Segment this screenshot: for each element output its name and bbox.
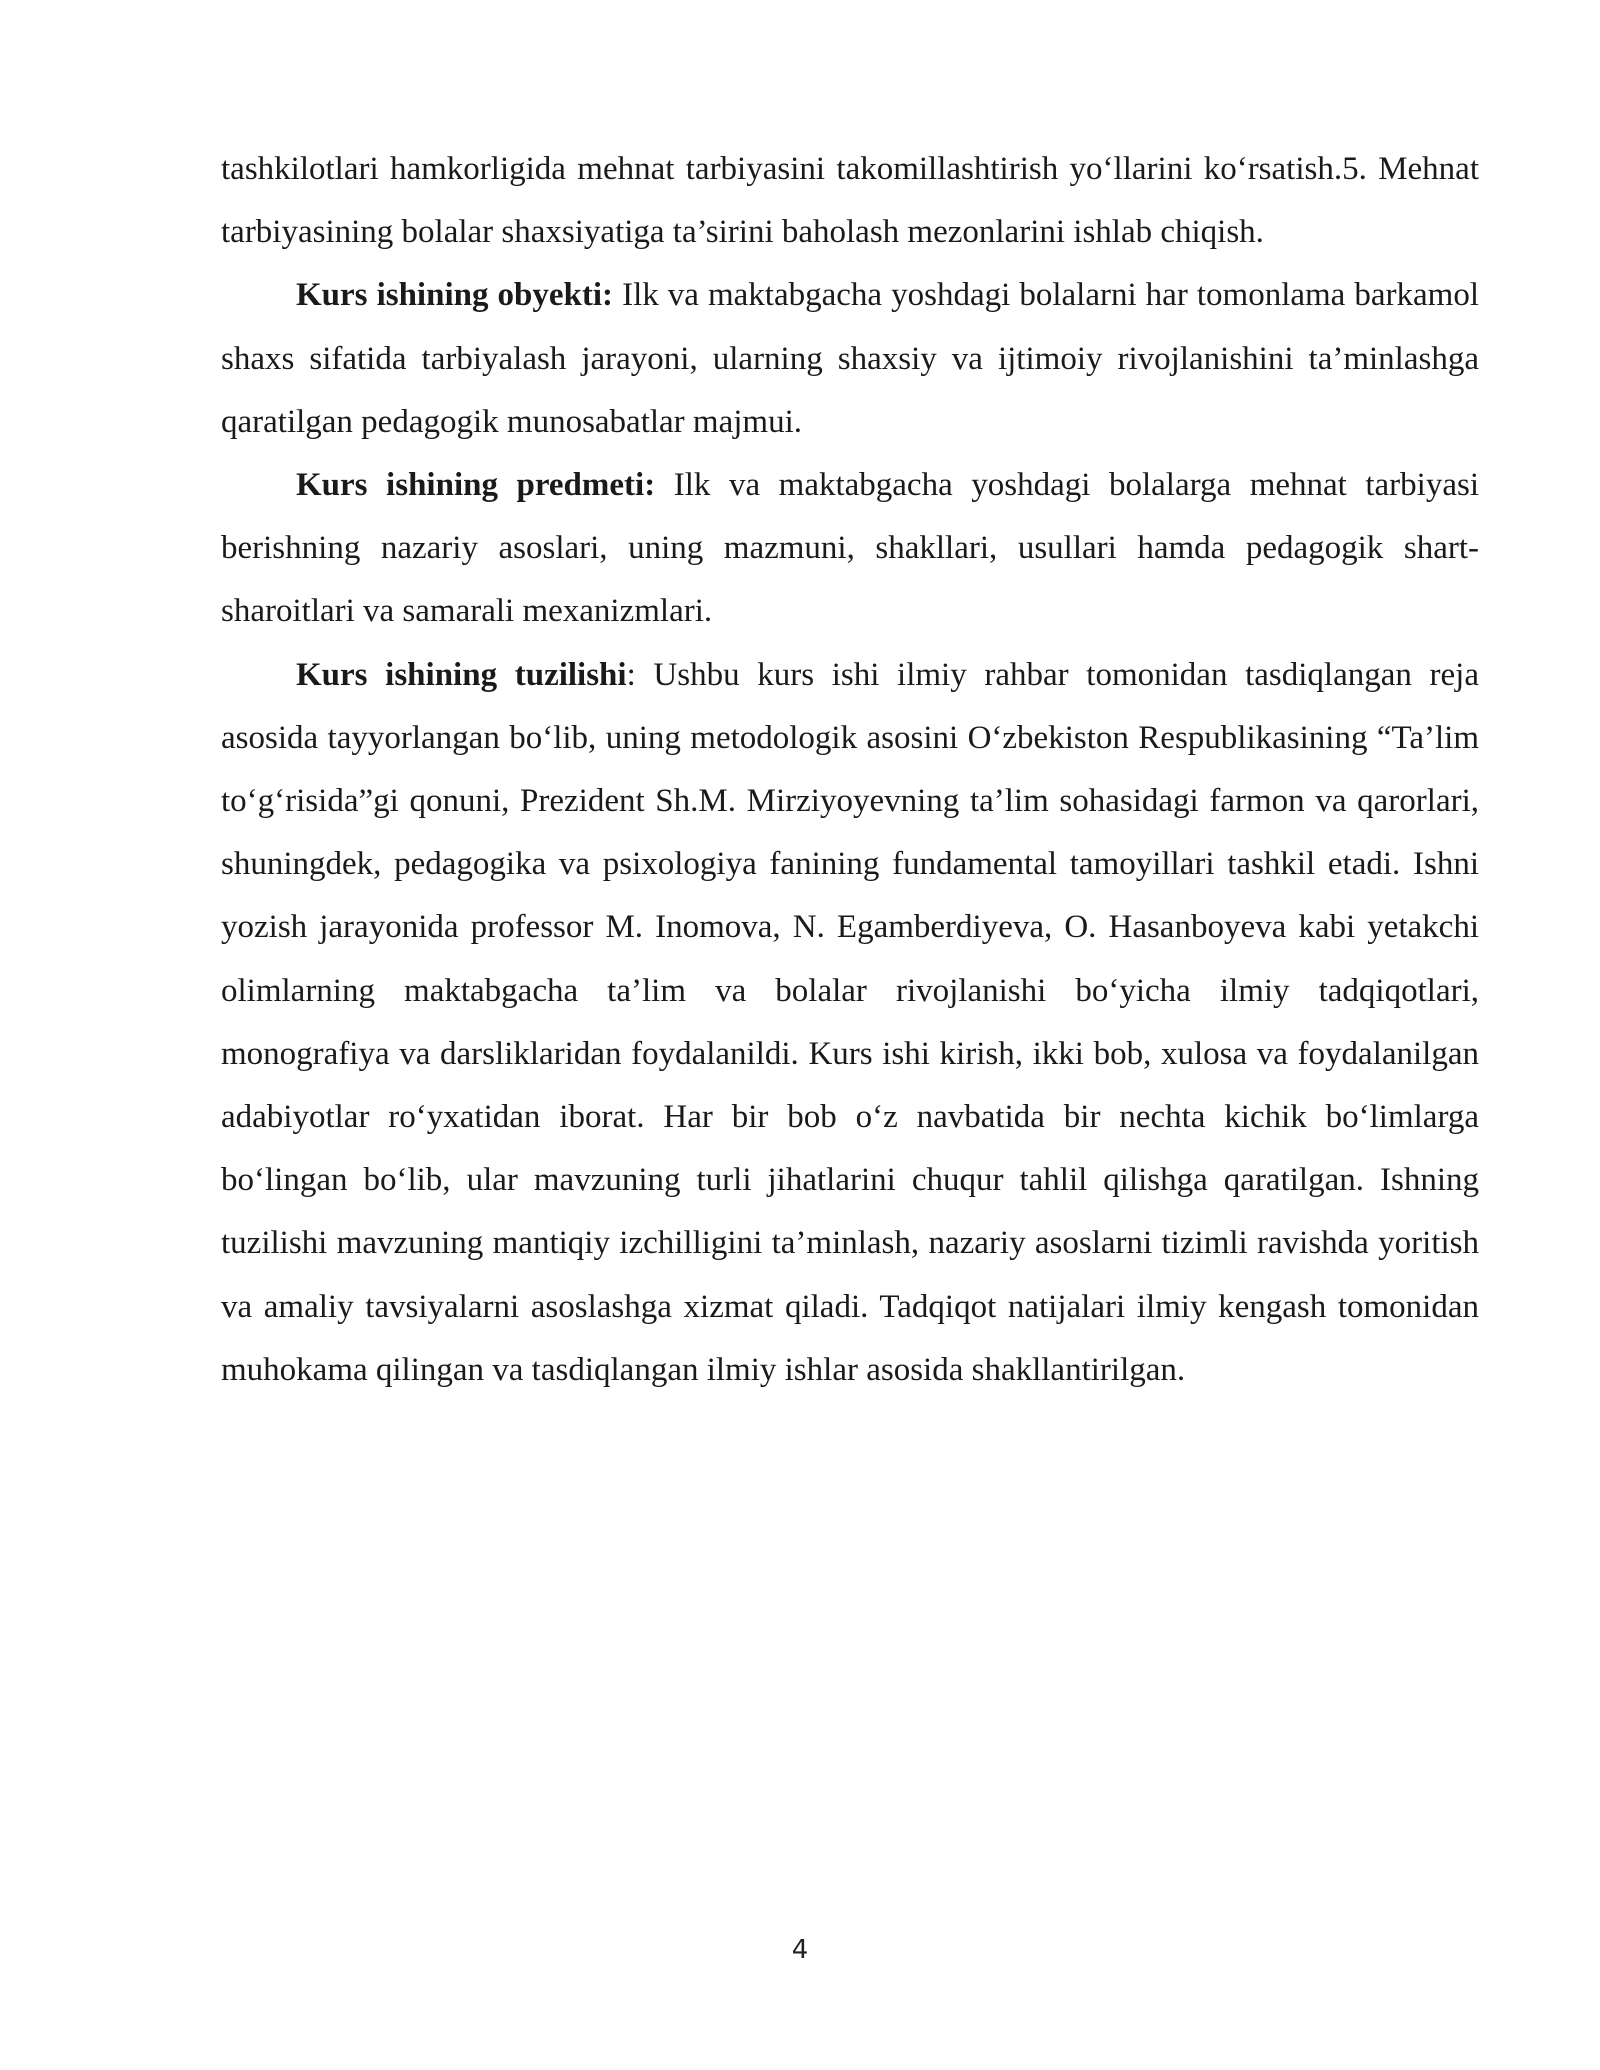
paragraph-structure <box>221 644 1479 1402</box>
paragraph-heading: Kurs ishining obyekti: <box>296 277 614 314</box>
paragraph-continuation <box>221 138 1479 264</box>
paragraph-heading: Kurs ishining tuzilishi <box>296 656 627 693</box>
paragraph-text: Ilk va maktabgacha yoshdagi bolalarni har tomonlama barkamol shaxs sifatida tarbiyalash jarayoni, ularning shaxsiy va ijtimoiy rivojlanishini ta’minlashga qaratilgan pedagogik munosabatlar majmui. <box>221 277 1480 440</box>
paragraph-text: Ilk va maktabgacha yoshdagi bolalarga mehnat tarbiyasi berishning nazariy asoslari, uning mazmuni, shakllari, usullari hamda pedagogik shart-sharoitlari va samarali mexanizmlari. <box>221 467 1479 630</box>
page-number: 4 <box>791 1935 809 1965</box>
paragraph-text: : Ushbu kurs ishi ilmiy rahbar tomonidan tasdiqlangan reja asosida tayyorlangan bo‘lib, uning metodologik asosini O‘zbekiston Respublikasining “Ta’lim to‘g‘risida”gi qonuni, Prezident Sh.M. Mirziyoyevning ta’lim sohasidagi farmon va qarorlari, shuningdek, pedagogika va psixologiya fanining fundamental tamoyillari tashkil etadi. Ishni yozish jarayonida professor M. Inomova, N. Egamberdiyeva, O. Hasanboyeva kabi yetakchi olimlarning maktabgacha ta’lim va bolalar rivojlanishi bo‘yicha ilmiy tadqiqotlari, monografiya va darsliklaridan foydalanildi. Kurs ishi kirish, ikki bob, xulosa va foydalanilgan adabiyotlar ro‘yxatidan iborat. Har bir bob o‘z navbatida bir nechta kichik bo‘limlarga bo‘lingan bo‘lib, ular mavzuning turli jihatlarini chuqur tahlil qilishga qaratilgan. Ishning tuzilishi mavzuning mantiqiy izchilligini ta’minlash, nazariy asoslarni tizimli ravishda yoritish va amaliy tavsiyalarni asoslashga xizmat qiladi. Tadqiqot natijalari ilmiy kengash tomonidan muhokama qilingan va tasdiqlangan ilmiy ishlar asosida shakllantirilgan. <box>221 656 1479 1388</box>
paragraph-subject <box>221 454 1479 644</box>
paragraph-heading: Kurs ishining predmeti: <box>296 467 656 504</box>
paragraph-text: tashkilotlari hamkorligida mehnat tarbiyasini takomillashtirish yo‘llarini ko‘rsatish.5. Mehnat tarbiyasining bolalar shaxsiyatiga ta’sirini baholash mezonlarini ishlab chiqish. <box>221 151 1479 251</box>
body-text <box>221 138 1479 1402</box>
paragraph-object <box>221 264 1479 454</box>
